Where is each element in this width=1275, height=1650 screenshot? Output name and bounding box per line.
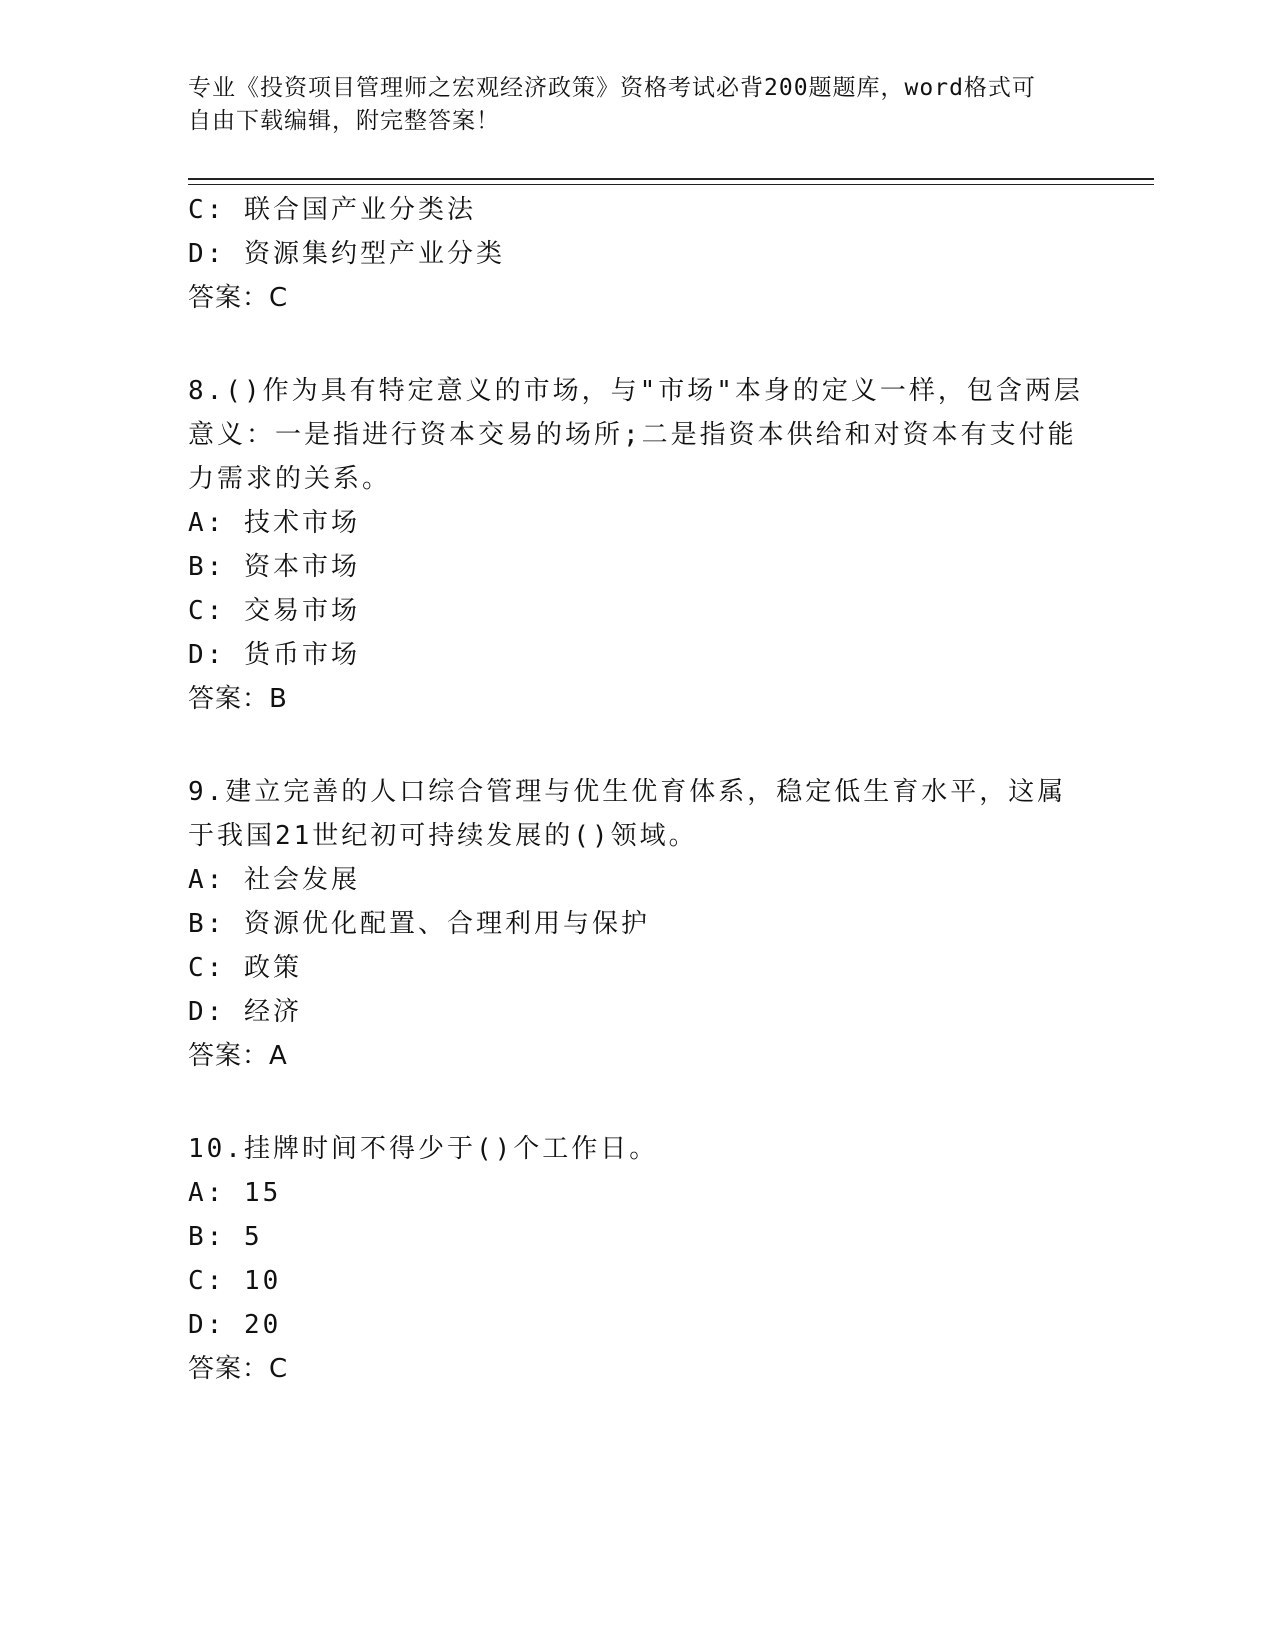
- question-10-option-c: C: 10: [188, 1266, 282, 1296]
- question-10-option-b: B: 5: [188, 1222, 263, 1252]
- header-rule-thin: [188, 184, 1154, 185]
- question-8-option-b: B: 资本市场: [188, 552, 360, 582]
- header-title-line-1: 专业《投资项目管理师之宏观经济政策》资格考试必背200题题库，word格式可: [188, 75, 1036, 101]
- question-8-option-c: C: 交易市场: [188, 596, 360, 626]
- question-9-option-b: B: 资源优化配置、合理利用与保护: [188, 909, 650, 939]
- question-10-option-a: A: 15: [188, 1178, 282, 1208]
- carryover-answer: 答案：C: [188, 283, 289, 313]
- question-10-stem-line-1: 10.挂牌时间不得少于()个工作日。: [188, 1134, 659, 1164]
- carryover-option-d: D: 资源集约型产业分类: [188, 239, 505, 269]
- question-8-answer: 答案：B: [188, 684, 288, 714]
- question-9-option-c: C: 政策: [188, 953, 302, 983]
- question-9-option-d: D: 经济: [188, 997, 302, 1027]
- question-9-answer: 答案：A: [188, 1041, 288, 1071]
- question-10-option-d: D: 20: [188, 1310, 282, 1340]
- question-9-stem-line-1: 9.建立完善的人口综合管理与优生优育体系，稳定低生育水平，这属: [188, 777, 1067, 807]
- header-rule-thick: [188, 178, 1154, 180]
- carryover-option-c: C: 联合国产业分类法: [188, 195, 476, 225]
- header-title-line-2: 自由下载编辑，附完整答案！: [188, 108, 500, 134]
- question-10-answer: 答案：C: [188, 1354, 289, 1384]
- question-8-option-a: A: 技术市场: [188, 508, 360, 538]
- question-8-stem-line-1: 8.()作为具有特定意义的市场，与"市场"本身的定义一样，包含两层: [188, 376, 1083, 406]
- question-8-option-d: D: 货币市场: [188, 640, 360, 670]
- question-8-stem-line-2: 意义：一是指进行资本交易的场所;二是指资本供给和对资本有支付能: [188, 420, 1077, 450]
- document-header: [188, 72, 1068, 138]
- question-9-option-a: A: 社会发展: [188, 865, 360, 895]
- question-9-stem-line-2: 于我国21世纪初可持续发展的()领域。: [188, 821, 698, 851]
- question-8-stem-line-3: 力需求的关系。: [188, 464, 392, 494]
